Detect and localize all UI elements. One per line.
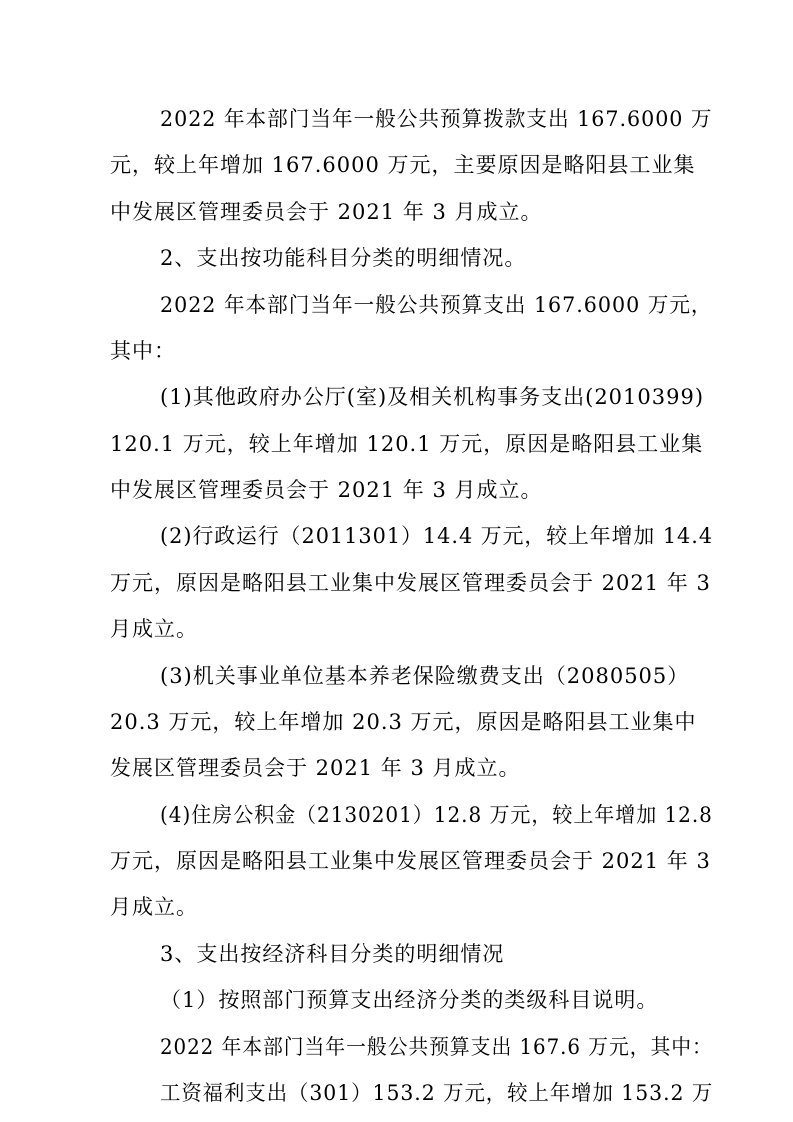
- text-line: 月成立。: [110, 895, 198, 919]
- text-line: 2、支出按功能科目分类的明细情况。: [160, 246, 527, 270]
- text-line: 中发展区管理委员会于 2021 年 3 月成立。: [110, 200, 543, 224]
- text-line: 发展区管理委员会于 2021 年 3 月成立。: [110, 756, 521, 780]
- text-line: 2022 年本部门当年一般公共预算拨款支出 167.6000 万: [160, 107, 713, 131]
- text-line: 2022 年本部门当年一般公共预算支出 167.6 万元，其中：: [160, 1035, 713, 1059]
- text-line: 万元，原因是略阳县工业集中发展区管理委员会于 2021 年 3: [110, 849, 711, 873]
- text-line: 元，较上年增加 167.6000 万元，主要原因是略阳县工业集: [110, 153, 696, 177]
- text-line: (3)机关事业单位基本养老保险缴费支出（2080505）: [160, 664, 690, 688]
- text-line: 20.3 万元，较上年增加 20.3 万元，原因是略阳县工业集中: [110, 710, 697, 734]
- text-line: 中发展区管理委员会于 2021 年 3 月成立。: [110, 478, 543, 502]
- text-line: 万元，原因是略阳县工业集中发展区管理委员会于 2021 年 3: [110, 571, 711, 595]
- text-line: 其中：: [110, 339, 176, 363]
- text-line: 120.1 万元，较上年增加 120.1 万元，原因是略阳县工业集: [110, 432, 704, 456]
- text-line: (1)其他政府办公厅(室)及相关机构事务支出(2010399): [160, 385, 705, 409]
- text-line: 工资福利支出（301）153.2 万元，较上年增加 153.2 万: [160, 1081, 714, 1105]
- text-line: (4)住房公积金（2130201）12.8 万元，较上年增加 12.8: [160, 803, 713, 827]
- text-line: 2022 年本部门当年一般公共预算支出 167.6000 万元，: [160, 293, 713, 317]
- text-line: (2)行政运行（2011301）14.4 万元，较上年增加 14.4: [160, 524, 714, 548]
- text-line: 月成立。: [110, 617, 198, 641]
- text-line: （1）按照部门预算支出经济分类的类级科目说明。: [160, 988, 659, 1012]
- text-line: 3、支出按经济科目分类的明细情况: [160, 942, 505, 966]
